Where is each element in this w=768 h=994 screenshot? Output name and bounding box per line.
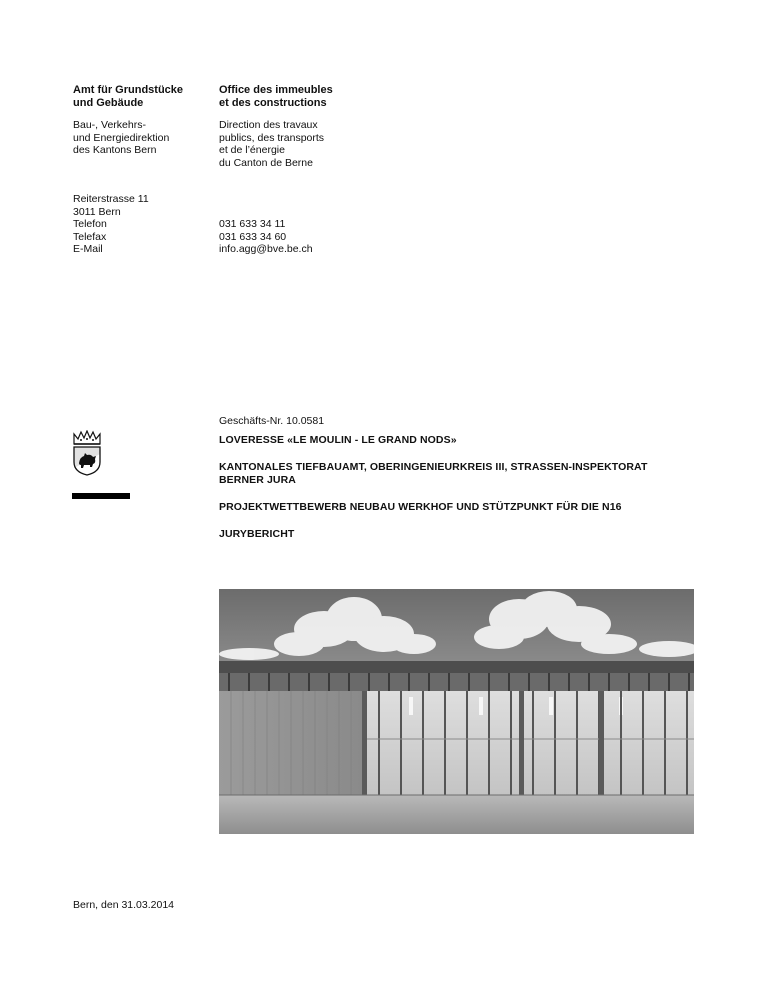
contact-labels — [73, 193, 149, 256]
document-date: Bern, den 31.03.2014 — [73, 899, 175, 911]
department-de — [73, 119, 169, 157]
fax-label: Telefax — [73, 230, 107, 243]
title-client-line1: KANTONALES TIEFBAUAMT, OBERINGENIEURKREIS III, STRASSEN-INSPEKTORAT — [219, 461, 648, 473]
department-fr-line1: Direction des travaux — [219, 119, 318, 131]
office-name-de — [73, 84, 213, 110]
title-client-line2: BERNER JURA — [219, 473, 296, 486]
contact-values — [219, 218, 313, 256]
title-competition: PROJEKTWETTBEWERB NEUBAU WERKHOF UND STÜTZPUNKT FÜR DIE N16 — [219, 501, 622, 513]
building-rendering-image — [219, 589, 694, 834]
department-de-line3: des Kantons Bern — [73, 144, 157, 156]
department-fr — [219, 119, 324, 169]
phone-label: Telefon — [73, 218, 107, 230]
department-de-line2: und Energiedirektion — [73, 131, 170, 144]
bern-coat-of-arms-icon — [71, 430, 103, 476]
fax-value: 031 633 34 60 — [219, 230, 287, 243]
office-name-de-line2: und Gebäude — [73, 97, 144, 109]
address-street: Reiterstrasse 11 — [73, 193, 149, 205]
department-fr-line4: du Canton de Berne — [219, 156, 313, 169]
department-de-line1: Bau-, Verkehrs- — [73, 119, 146, 131]
title-client — [219, 461, 647, 486]
email-label: E-Mail — [73, 243, 103, 255]
business-number: Geschäfts-Nr. 10.0581 — [219, 415, 325, 427]
office-name-fr — [219, 84, 419, 110]
title-location: LOVERESSE «LE MOULIN - LE GRAND NODS» — [219, 434, 457, 446]
address-city: 3011 Bern — [73, 205, 121, 218]
department-fr-line3: et de l’énergie — [219, 144, 285, 156]
office-name-de-line1: Amt für Grundstücke — [73, 84, 184, 96]
office-name-fr-line2: et des constructions — [219, 97, 327, 109]
email-link[interactable]: info.agg@bve.be.ch — [219, 243, 313, 255]
divider-bar — [72, 493, 130, 499]
phone-value: 031 633 34 11 — [219, 218, 286, 230]
department-fr-line2: publics, des transports — [219, 131, 325, 144]
office-name-fr-line1: Office des immeubles — [219, 84, 333, 96]
title-jury-report: JURYBERICHT — [219, 528, 295, 540]
